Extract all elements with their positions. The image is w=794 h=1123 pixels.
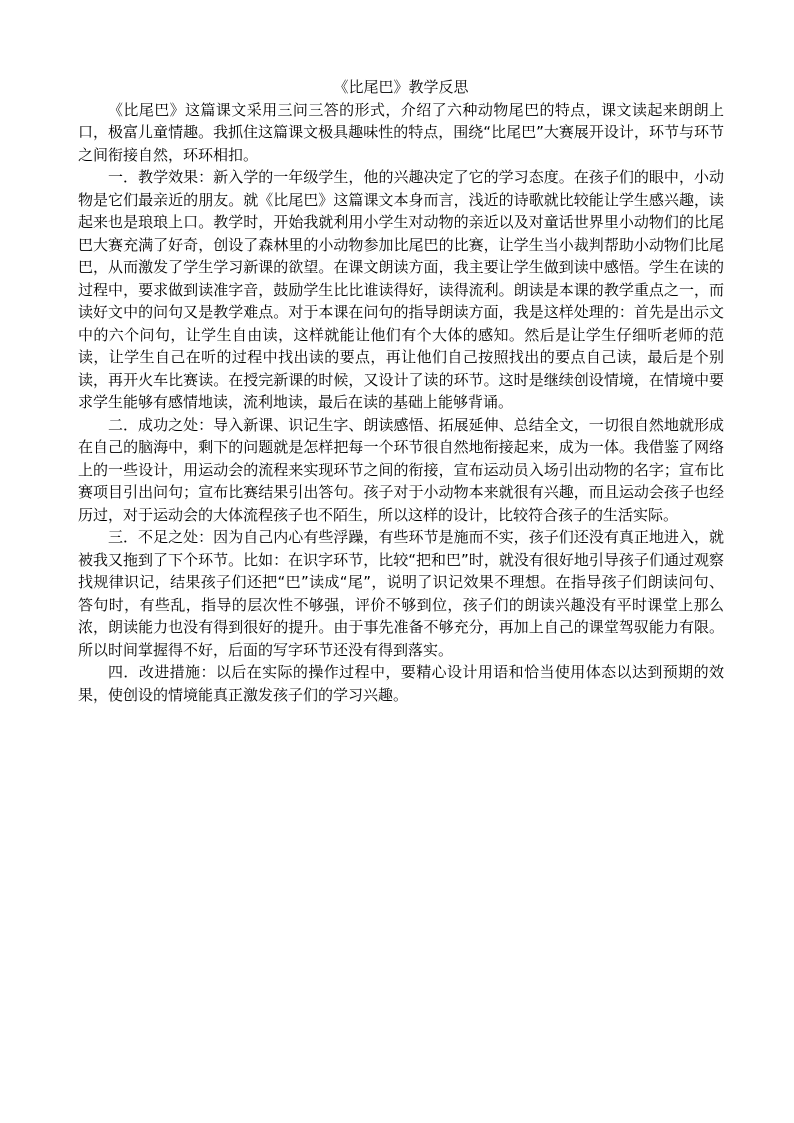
document-page <box>78 76 724 706</box>
document-title: 《比尾巴》教学反思 <box>333 78 469 96</box>
section-successes: 二．成功之处：导入新课、识记生字、朗读感悟、拓展延伸、总结全文，一切很自然地就形成在自己的脑海中，剩下的问题就是怎样把每一个环节很自然地衔接起来，成为一体。我借鉴了网络上的一些设计，用运动会的流程来实现环节之间的衔接，宣布运动员入场引出动物的名字；宣布比赛项目引出问句；宣布比赛结果引出答句。孩子对于小动物本来就很有兴趣，而且运动会孩子也经历过，对于运动会的大体流程孩子也不陌生，所以这样的设计，比较符合孩子的生活实际。 <box>78 415 724 524</box>
section-teaching-effect: 一．教学效果：新入学的一年级学生，他的兴趣决定了它的学习态度。在孩子们的眼中，小动物是它们最亲近的朋友。就《比尾巴》这篇课文本身而言，浅近的诗歌就比较能让学生感兴趣，读起来也是琅琅上口。教学时，开始我就利用小学生对动物的亲近以及对童话世界里小动物们的比尾巴大赛充满了好奇，创设了森林里的小动物参加比尾巴的比赛，让学生当小裁判帮助小动物们比尾巴，从而激发了学生学习新课的欲望。在课文朗读方面，我主要让学生做到读中感悟。学生在读的过程中，要求做到读准字音，鼓励学生比比谁读得好，读得流利。朗读是本课的教学重点之一，而读好文中的问句又是教学难点。对于本课在问句的指导朗读方面，我是这样处理的：首先是出示文中的六个问句，让学生自由读，这样就能让他们有个大体的感知。然后是让学生仔细听老师的范读，让学生自己在听的过程中找出读的要点，再让他们自己按照找出的要点自己读，最后是个别读，再开火车比赛读。在授完新课的时候，又设计了读的环节。这时是继续创设情境，在情境中要求学生能够有感情地读，流利地读，最后在读的基础上能够背诵。 <box>78 168 724 411</box>
section-shortcomings: 三．不足之处：因为自己内心有些浮躁，有些环节是施而不实，孩子们还没有真正地进入，就被我又拖到了下个环节。比如：在识字环节，比较“把和巴”时，就没有很好地引导孩子们通过观察找规律识记，结果孩子们还把“巴”读成“尾”，说明了识记效果不理想。在指导孩子们朗读问句、答句时，有些乱，指导的层次性不够强，评价不够到位，孩子们的朗读兴趣没有平时课堂上那么浓，朗读能力也没有得到很好的提升。由于事先准备不够充分，再加上自己的课堂驾驭能力有限。所以时间掌握得不好，后面的写字环节还没有得到落实。 <box>78 528 724 659</box>
intro-paragraph: 《比尾巴》这篇课文采用三问三答的形式，介绍了六种动物尾巴的特点，课文读起来朗朗上口，极富儿童情趣。我抓住这篇课文极具趣味性的特点，围绕“比尾巴”大赛展开设计，环节与环节之间衔接自然，环环相扣。 <box>78 100 724 164</box>
section-improvements: 四．改进措施：以后在实际的操作过程中，要精心设计用语和恰当使用体态以达到预期的效果，使创设的情境能真正激发孩子们的学习兴趣。 <box>78 663 724 704</box>
